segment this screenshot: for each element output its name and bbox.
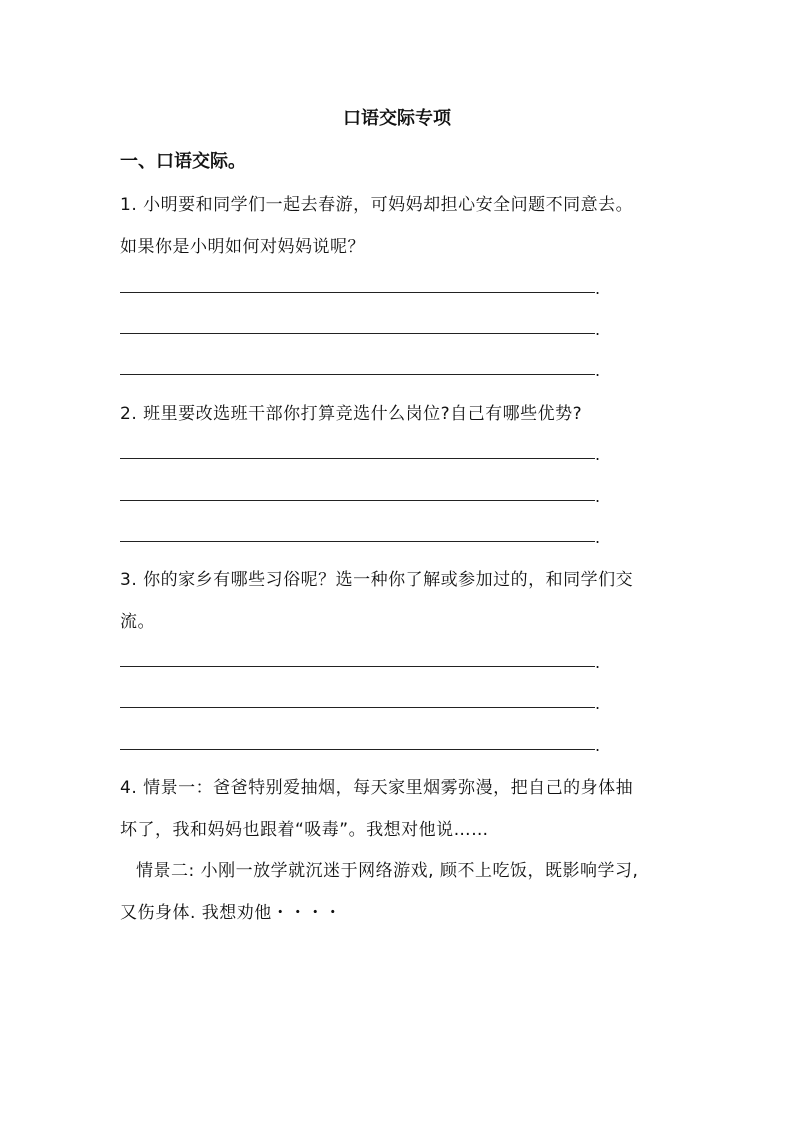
answer-line[interactable] (120, 292, 595, 293)
answer-line[interactable] (120, 333, 595, 334)
answer-line[interactable] (120, 707, 595, 708)
answer-line[interactable] (120, 666, 595, 667)
answer-line-end: . (595, 279, 601, 298)
question-2-line-1: 2. 班里要改选班干部你打算竞选什么岗位?自己有哪些优势? (120, 404, 583, 424)
answer-line-end: . (595, 528, 601, 547)
answer-line-end: . (595, 445, 601, 464)
answer-line[interactable] (120, 500, 595, 501)
answer-line-end: . (595, 320, 601, 339)
answer-line[interactable] (120, 541, 595, 542)
question-3-line-2: 流。 (120, 612, 155, 632)
question-4-line-4: 又伤身体. 我想劝他・・・・ (120, 903, 342, 923)
answer-line-end: . (595, 361, 601, 380)
question-4-line-3: 情景二: 小刚一放学就沉迷于网络游戏, 顾不上吃饭，既影响学习, (136, 861, 639, 881)
question-1-line-1: 1. 小明要和同学们一起去春游，可妈妈却担心安全问题不同意去。 (120, 195, 634, 215)
question-3-line-1: 3. 你的家乡有哪些习俗呢？选一种你了解或参加过的，和同学们交 (120, 570, 634, 590)
answer-line-end: . (595, 736, 601, 755)
question-4-line-2: 坏了，我和妈妈也跟着“吸毒”。我想对他说…… (120, 820, 489, 840)
answer-line[interactable] (120, 458, 595, 459)
answer-line-end: . (595, 694, 601, 713)
answer-line-end: . (595, 487, 601, 506)
section-heading: 一、口语交际。 (120, 151, 246, 172)
question-1-line-2: 如果你是小明如何对妈妈说呢？ (120, 237, 365, 257)
question-4-line-1: 4. 情景一：爸爸特别爱抽烟，每天家里烟雾弥漫，把自己的身体抽 (120, 778, 634, 798)
answer-line[interactable] (120, 374, 595, 375)
answer-line-end: . (595, 653, 601, 672)
page-title: 口语交际专项 (343, 108, 451, 129)
answer-line[interactable] (120, 749, 595, 750)
